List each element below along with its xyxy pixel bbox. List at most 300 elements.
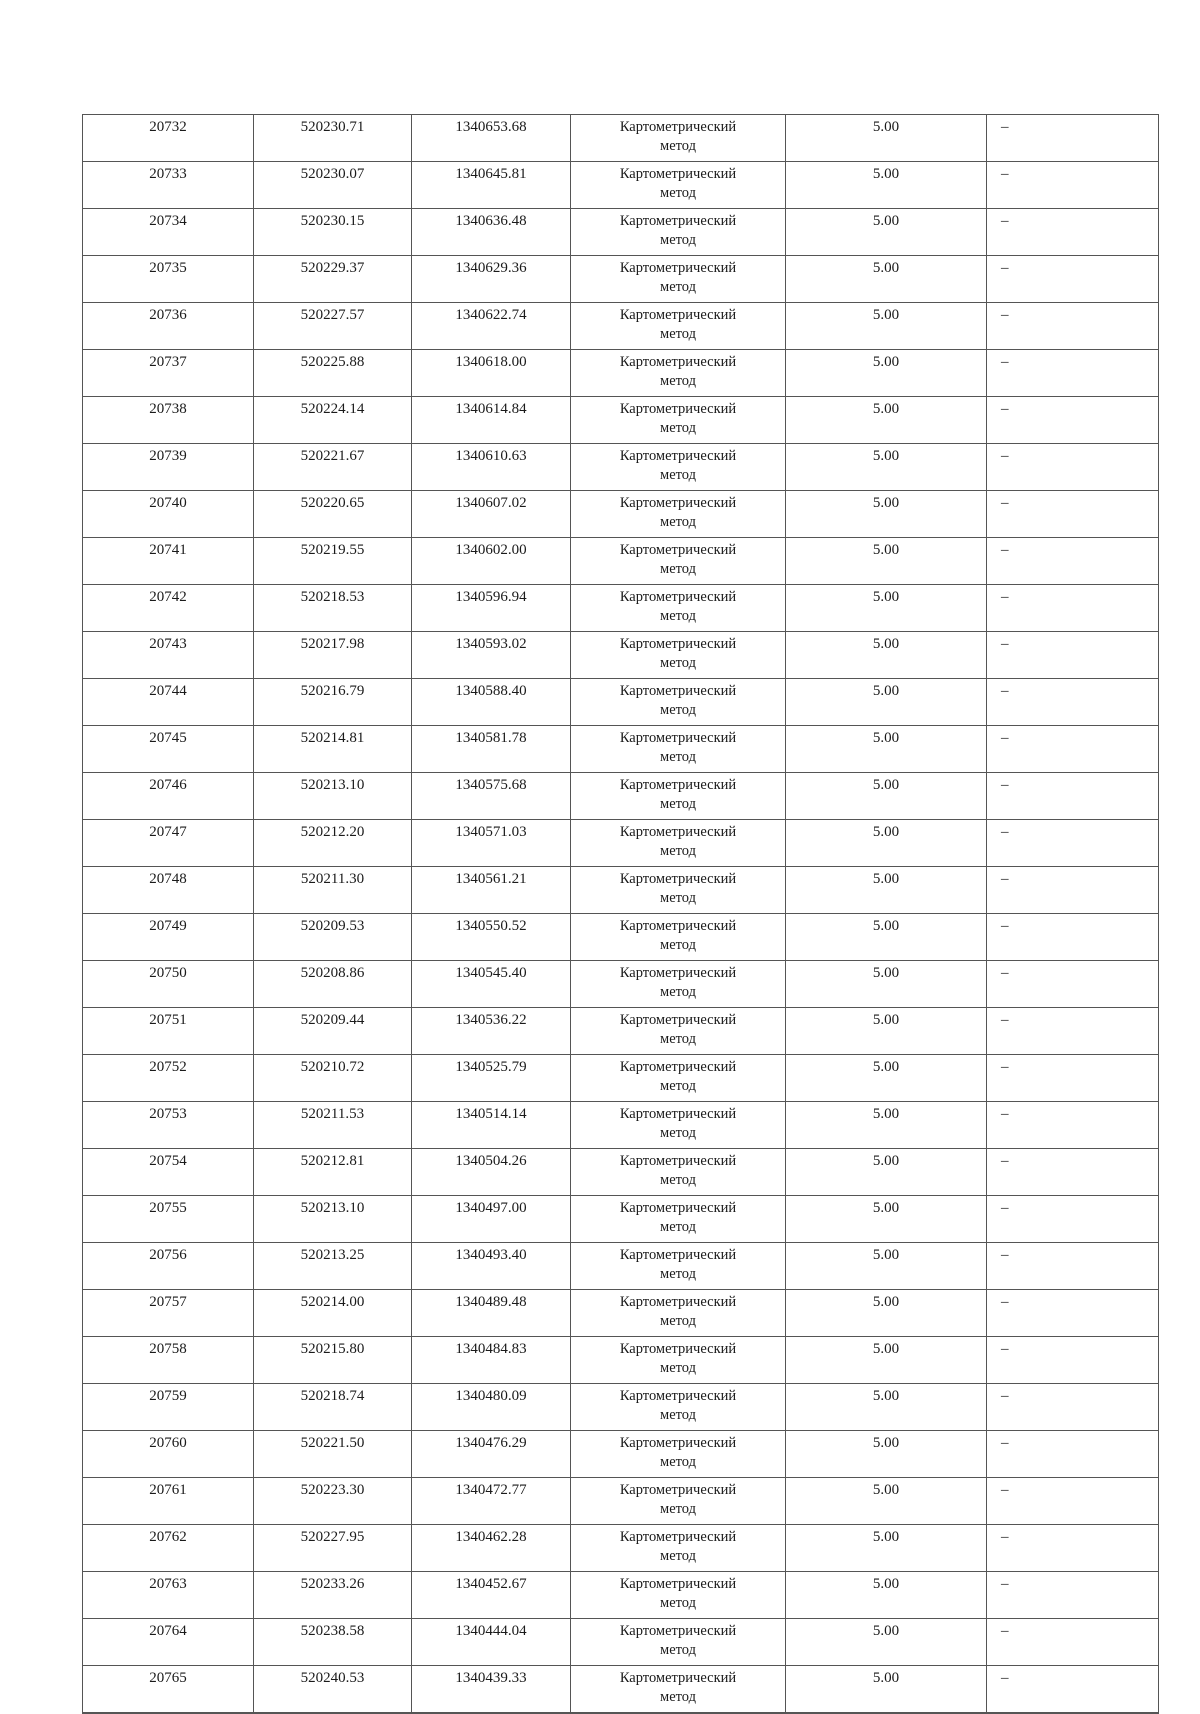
method-line-2: метод — [660, 185, 696, 201]
note-cell: – — [987, 679, 1159, 726]
point-number-cell: 20735 — [83, 256, 254, 303]
method-line-1: Картометрический — [619, 1200, 737, 1216]
accuracy-cell: 5.00 — [786, 1102, 987, 1149]
table-row — [83, 1478, 1159, 1525]
method-line-1: Картометрический — [619, 1294, 737, 1310]
x-coordinate-cell: 520212.81 — [254, 1149, 412, 1196]
method-cell — [571, 1431, 786, 1478]
table-row — [83, 1102, 1159, 1149]
table-row — [83, 1149, 1159, 1196]
point-number-cell: 20760 — [83, 1431, 254, 1478]
coordinates-table-body — [83, 115, 1159, 1714]
y-coordinate-cell: 1340602.00 — [412, 538, 571, 585]
method-line-2: метод — [660, 232, 696, 248]
y-coordinate-cell: 1340472.77 — [412, 1478, 571, 1525]
method-line-2: метод — [660, 796, 696, 812]
point-number-cell: 20744 — [83, 679, 254, 726]
y-coordinate-cell: 1340545.40 — [412, 961, 571, 1008]
note-cell: – — [987, 585, 1159, 632]
y-coordinate-cell: 1340462.28 — [412, 1525, 571, 1572]
y-coordinate-cell: 1340550.52 — [412, 914, 571, 961]
y-coordinate-cell: 1340476.29 — [412, 1431, 571, 1478]
method-line-1: Картометрический — [619, 1012, 737, 1028]
method-cell — [571, 1572, 786, 1619]
method-line-2: метод — [660, 1642, 696, 1658]
y-coordinate-cell: 1340618.00 — [412, 350, 571, 397]
method-cell — [571, 1055, 786, 1102]
point-number-cell: 20764 — [83, 1619, 254, 1666]
x-coordinate-cell: 520230.07 — [254, 162, 412, 209]
y-coordinate-cell: 1340504.26 — [412, 1149, 571, 1196]
y-coordinate-cell: 1340536.22 — [412, 1008, 571, 1055]
method-cell — [571, 585, 786, 632]
method-cell — [571, 538, 786, 585]
y-coordinate-cell: 1340497.00 — [412, 1196, 571, 1243]
table-row — [83, 1666, 1159, 1714]
y-coordinate-cell: 1340514.14 — [412, 1102, 571, 1149]
table-row — [83, 1008, 1159, 1055]
method-line-2: метод — [660, 843, 696, 859]
method-line-1: Картометрический — [619, 824, 737, 840]
method-line-1: Картометрический — [619, 260, 737, 276]
table-row — [83, 115, 1159, 162]
note-cell: – — [987, 1243, 1159, 1290]
accuracy-cell: 5.00 — [786, 1666, 987, 1714]
method-line-2: метод — [660, 749, 696, 765]
method-line-1: Картометрический — [619, 683, 737, 699]
method-cell — [571, 350, 786, 397]
method-line-2: метод — [660, 279, 696, 295]
point-number-cell: 20741 — [83, 538, 254, 585]
method-cell — [571, 444, 786, 491]
point-number-cell: 20745 — [83, 726, 254, 773]
x-coordinate-cell: 520233.26 — [254, 1572, 412, 1619]
method-cell — [571, 961, 786, 1008]
method-cell — [571, 162, 786, 209]
method-line-2: метод — [660, 514, 696, 530]
table-row — [83, 350, 1159, 397]
x-coordinate-cell: 520238.58 — [254, 1619, 412, 1666]
point-number-cell: 20765 — [83, 1666, 254, 1714]
method-cell — [571, 397, 786, 444]
accuracy-cell: 5.00 — [786, 444, 987, 491]
accuracy-cell: 5.00 — [786, 867, 987, 914]
x-coordinate-cell: 520215.80 — [254, 1337, 412, 1384]
point-number-cell: 20732 — [83, 115, 254, 162]
method-line-1: Картометрический — [619, 918, 737, 934]
x-coordinate-cell: 520220.65 — [254, 491, 412, 538]
x-coordinate-cell: 520210.72 — [254, 1055, 412, 1102]
note-cell: – — [987, 209, 1159, 256]
note-cell: – — [987, 914, 1159, 961]
table-row — [83, 1525, 1159, 1572]
y-coordinate-cell: 1340493.40 — [412, 1243, 571, 1290]
accuracy-cell: 5.00 — [786, 1619, 987, 1666]
y-coordinate-cell: 1340593.02 — [412, 632, 571, 679]
method-line-2: метод — [660, 1031, 696, 1047]
table-row — [83, 1055, 1159, 1102]
method-line-1: Картометрический — [619, 965, 737, 981]
note-cell: – — [987, 1196, 1159, 1243]
point-number-cell: 20750 — [83, 961, 254, 1008]
method-line-1: Картометрический — [619, 354, 737, 370]
x-coordinate-cell: 520208.86 — [254, 961, 412, 1008]
accuracy-cell: 5.00 — [786, 350, 987, 397]
method-cell — [571, 1102, 786, 1149]
method-cell — [571, 1337, 786, 1384]
point-number-cell: 20747 — [83, 820, 254, 867]
method-line-1: Картометрический — [619, 1576, 737, 1592]
method-line-1: Картометрический — [619, 542, 737, 558]
method-line-2: метод — [660, 467, 696, 483]
point-number-cell: 20733 — [83, 162, 254, 209]
note-cell: – — [987, 726, 1159, 773]
accuracy-cell: 5.00 — [786, 1525, 987, 1572]
x-coordinate-cell: 520216.79 — [254, 679, 412, 726]
y-coordinate-cell: 1340439.33 — [412, 1666, 571, 1714]
method-cell — [571, 1384, 786, 1431]
x-coordinate-cell: 520223.30 — [254, 1478, 412, 1525]
x-coordinate-cell: 520211.30 — [254, 867, 412, 914]
method-cell — [571, 303, 786, 350]
note-cell: – — [987, 632, 1159, 679]
note-cell: – — [987, 1525, 1159, 1572]
x-coordinate-cell: 520229.37 — [254, 256, 412, 303]
method-cell — [571, 1525, 786, 1572]
method-line-2: метод — [660, 1266, 696, 1282]
accuracy-cell: 5.00 — [786, 115, 987, 162]
y-coordinate-cell: 1340452.67 — [412, 1572, 571, 1619]
point-number-cell: 20759 — [83, 1384, 254, 1431]
accuracy-cell: 5.00 — [786, 726, 987, 773]
x-coordinate-cell: 520230.71 — [254, 115, 412, 162]
method-line-1: Картометрический — [619, 119, 737, 135]
method-line-1: Картометрический — [619, 636, 737, 652]
method-cell — [571, 914, 786, 961]
note-cell: – — [987, 1478, 1159, 1525]
table-row — [83, 491, 1159, 538]
table-row — [83, 1290, 1159, 1337]
y-coordinate-cell: 1340622.74 — [412, 303, 571, 350]
method-line-2: метод — [660, 937, 696, 953]
method-cell — [571, 820, 786, 867]
point-number-cell: 20755 — [83, 1196, 254, 1243]
table-row — [83, 162, 1159, 209]
point-number-cell: 20761 — [83, 1478, 254, 1525]
method-cell — [571, 1243, 786, 1290]
method-line-1: Картометрический — [619, 1482, 737, 1498]
method-line-2: метод — [660, 373, 696, 389]
accuracy-cell: 5.00 — [786, 1337, 987, 1384]
method-cell — [571, 256, 786, 303]
method-cell — [571, 632, 786, 679]
method-line-2: метод — [660, 561, 696, 577]
y-coordinate-cell: 1340653.68 — [412, 115, 571, 162]
table-row — [83, 397, 1159, 444]
method-line-2: метод — [660, 655, 696, 671]
x-coordinate-cell: 520227.57 — [254, 303, 412, 350]
y-coordinate-cell: 1340629.36 — [412, 256, 571, 303]
y-coordinate-cell: 1340571.03 — [412, 820, 571, 867]
method-line-1: Картометрический — [619, 213, 737, 229]
note-cell: – — [987, 1102, 1159, 1149]
x-coordinate-cell: 520224.14 — [254, 397, 412, 444]
method-cell — [571, 1196, 786, 1243]
x-coordinate-cell: 520218.53 — [254, 585, 412, 632]
method-line-2: метод — [660, 1407, 696, 1423]
table-row — [83, 1384, 1159, 1431]
note-cell: – — [987, 961, 1159, 1008]
method-cell — [571, 1149, 786, 1196]
table-row — [83, 1572, 1159, 1619]
method-line-2: метод — [660, 890, 696, 906]
method-line-1: Картометрический — [619, 401, 737, 417]
accuracy-cell: 5.00 — [786, 679, 987, 726]
method-line-2: метод — [660, 1360, 696, 1376]
x-coordinate-cell: 520225.88 — [254, 350, 412, 397]
table-row — [83, 256, 1159, 303]
method-line-2: метод — [660, 1689, 696, 1705]
accuracy-cell: 5.00 — [786, 256, 987, 303]
method-line-1: Картометрический — [619, 1623, 737, 1639]
method-line-1: Картометрический — [619, 730, 737, 746]
y-coordinate-cell: 1340575.68 — [412, 773, 571, 820]
table-row — [83, 538, 1159, 585]
note-cell: – — [987, 1619, 1159, 1666]
table-row — [83, 209, 1159, 256]
note-cell: – — [987, 773, 1159, 820]
method-cell — [571, 115, 786, 162]
accuracy-cell: 5.00 — [786, 1196, 987, 1243]
point-number-cell: 20746 — [83, 773, 254, 820]
method-line-1: Картометрический — [619, 777, 737, 793]
x-coordinate-cell: 520213.10 — [254, 1196, 412, 1243]
note-cell: – — [987, 303, 1159, 350]
accuracy-cell: 5.00 — [786, 1290, 987, 1337]
y-coordinate-cell: 1340610.63 — [412, 444, 571, 491]
x-coordinate-cell: 520214.81 — [254, 726, 412, 773]
table-row — [83, 303, 1159, 350]
x-coordinate-cell: 520218.74 — [254, 1384, 412, 1431]
x-coordinate-cell: 520209.44 — [254, 1008, 412, 1055]
table-row — [83, 632, 1159, 679]
method-cell — [571, 773, 786, 820]
table-row — [83, 773, 1159, 820]
point-number-cell: 20742 — [83, 585, 254, 632]
y-coordinate-cell: 1340525.79 — [412, 1055, 571, 1102]
table-row — [83, 867, 1159, 914]
method-line-1: Картометрический — [619, 166, 737, 182]
method-cell — [571, 491, 786, 538]
method-line-2: метод — [660, 608, 696, 624]
method-line-2: метод — [660, 1172, 696, 1188]
point-number-cell: 20736 — [83, 303, 254, 350]
note-cell: – — [987, 1055, 1159, 1102]
table-row — [83, 1619, 1159, 1666]
method-cell — [571, 867, 786, 914]
table-row — [83, 1243, 1159, 1290]
note-cell: – — [987, 397, 1159, 444]
accuracy-cell: 5.00 — [786, 209, 987, 256]
note-cell: – — [987, 1149, 1159, 1196]
table-row — [83, 820, 1159, 867]
x-coordinate-cell: 520209.53 — [254, 914, 412, 961]
y-coordinate-cell: 1340480.09 — [412, 1384, 571, 1431]
method-line-2: метод — [660, 984, 696, 1000]
x-coordinate-cell: 520212.20 — [254, 820, 412, 867]
y-coordinate-cell: 1340581.78 — [412, 726, 571, 773]
note-cell: – — [987, 820, 1159, 867]
x-coordinate-cell: 520214.00 — [254, 1290, 412, 1337]
note-cell: – — [987, 1431, 1159, 1478]
method-line-2: метод — [660, 1313, 696, 1329]
method-cell — [571, 209, 786, 256]
table-row — [83, 585, 1159, 632]
accuracy-cell: 5.00 — [786, 1008, 987, 1055]
table-row — [83, 444, 1159, 491]
point-number-cell: 20757 — [83, 1290, 254, 1337]
point-number-cell: 20734 — [83, 209, 254, 256]
y-coordinate-cell: 1340561.21 — [412, 867, 571, 914]
note-cell: – — [987, 1290, 1159, 1337]
table-row — [83, 679, 1159, 726]
table-row — [83, 1196, 1159, 1243]
accuracy-cell: 5.00 — [786, 538, 987, 585]
accuracy-cell: 5.00 — [786, 397, 987, 444]
accuracy-cell: 5.00 — [786, 820, 987, 867]
method-line-2: метод — [660, 1595, 696, 1611]
accuracy-cell: 5.00 — [786, 1149, 987, 1196]
method-cell — [571, 1619, 786, 1666]
point-number-cell: 20763 — [83, 1572, 254, 1619]
method-line-2: метод — [660, 702, 696, 718]
table-row — [83, 726, 1159, 773]
table-row — [83, 1431, 1159, 1478]
y-coordinate-cell: 1340596.94 — [412, 585, 571, 632]
accuracy-cell: 5.00 — [786, 1572, 987, 1619]
y-coordinate-cell: 1340588.40 — [412, 679, 571, 726]
note-cell: – — [987, 491, 1159, 538]
y-coordinate-cell: 1340636.48 — [412, 209, 571, 256]
table-row — [83, 1337, 1159, 1384]
note-cell: – — [987, 1572, 1159, 1619]
method-line-1: Картометрический — [619, 1529, 737, 1545]
x-coordinate-cell: 520219.55 — [254, 538, 412, 585]
accuracy-cell: 5.00 — [786, 632, 987, 679]
accuracy-cell: 5.00 — [786, 773, 987, 820]
x-coordinate-cell: 520211.53 — [254, 1102, 412, 1149]
method-line-2: метод — [660, 420, 696, 436]
x-coordinate-cell: 520213.25 — [254, 1243, 412, 1290]
table-row — [83, 961, 1159, 1008]
coordinates-table — [82, 114, 1159, 1714]
method-cell — [571, 1478, 786, 1525]
accuracy-cell: 5.00 — [786, 303, 987, 350]
point-number-cell: 20753 — [83, 1102, 254, 1149]
point-number-cell: 20740 — [83, 491, 254, 538]
method-line-1: Картометрический — [619, 1106, 737, 1122]
point-number-cell: 20756 — [83, 1243, 254, 1290]
accuracy-cell: 5.00 — [786, 162, 987, 209]
accuracy-cell: 5.00 — [786, 491, 987, 538]
accuracy-cell: 5.00 — [786, 1243, 987, 1290]
accuracy-cell: 5.00 — [786, 1055, 987, 1102]
method-line-1: Картометрический — [619, 1153, 737, 1169]
point-number-cell: 20749 — [83, 914, 254, 961]
x-coordinate-cell: 520217.98 — [254, 632, 412, 679]
method-line-1: Картометрический — [619, 589, 737, 605]
point-number-cell: 20739 — [83, 444, 254, 491]
method-cell — [571, 1290, 786, 1337]
point-number-cell: 20754 — [83, 1149, 254, 1196]
point-number-cell: 20758 — [83, 1337, 254, 1384]
point-number-cell: 20751 — [83, 1008, 254, 1055]
point-number-cell: 20752 — [83, 1055, 254, 1102]
method-cell — [571, 679, 786, 726]
note-cell: – — [987, 1337, 1159, 1384]
accuracy-cell: 5.00 — [786, 961, 987, 1008]
y-coordinate-cell: 1340489.48 — [412, 1290, 571, 1337]
method-line-2: метод — [660, 1219, 696, 1235]
x-coordinate-cell: 520213.10 — [254, 773, 412, 820]
note-cell: – — [987, 162, 1159, 209]
y-coordinate-cell: 1340607.02 — [412, 491, 571, 538]
note-cell: – — [987, 867, 1159, 914]
y-coordinate-cell: 1340645.81 — [412, 162, 571, 209]
note-cell: – — [987, 256, 1159, 303]
method-line-2: метод — [660, 1078, 696, 1094]
note-cell: – — [987, 1384, 1159, 1431]
method-cell — [571, 1666, 786, 1714]
accuracy-cell: 5.00 — [786, 585, 987, 632]
method-line-1: Картометрический — [619, 495, 737, 511]
method-line-2: метод — [660, 138, 696, 154]
method-cell — [571, 1008, 786, 1055]
y-coordinate-cell: 1340614.84 — [412, 397, 571, 444]
x-coordinate-cell: 520221.50 — [254, 1431, 412, 1478]
method-line-2: метод — [660, 1501, 696, 1517]
method-line-2: метод — [660, 1548, 696, 1564]
method-line-1: Картометрический — [619, 1341, 737, 1357]
accuracy-cell: 5.00 — [786, 914, 987, 961]
x-coordinate-cell: 520230.15 — [254, 209, 412, 256]
accuracy-cell: 5.00 — [786, 1478, 987, 1525]
x-coordinate-cell: 520221.67 — [254, 444, 412, 491]
point-number-cell: 20738 — [83, 397, 254, 444]
method-line-1: Картометрический — [619, 1247, 737, 1263]
point-number-cell: 20743 — [83, 632, 254, 679]
method-cell — [571, 726, 786, 773]
method-line-2: метод — [660, 1125, 696, 1141]
point-number-cell: 20762 — [83, 1525, 254, 1572]
method-line-1: Картометрический — [619, 1435, 737, 1451]
method-line-2: метод — [660, 326, 696, 342]
point-number-cell: 20748 — [83, 867, 254, 914]
x-coordinate-cell: 520227.95 — [254, 1525, 412, 1572]
method-line-1: Картометрический — [619, 307, 737, 323]
y-coordinate-cell: 1340444.04 — [412, 1619, 571, 1666]
note-cell: – — [987, 444, 1159, 491]
method-line-1: Картометрический — [619, 1059, 737, 1075]
method-line-2: метод — [660, 1454, 696, 1470]
note-cell: – — [987, 538, 1159, 585]
method-line-1: Картометрический — [619, 448, 737, 464]
point-number-cell: 20737 — [83, 350, 254, 397]
y-coordinate-cell: 1340484.83 — [412, 1337, 571, 1384]
method-line-1: Картометрический — [619, 1670, 737, 1686]
x-coordinate-cell: 520240.53 — [254, 1666, 412, 1714]
note-cell: – — [987, 115, 1159, 162]
